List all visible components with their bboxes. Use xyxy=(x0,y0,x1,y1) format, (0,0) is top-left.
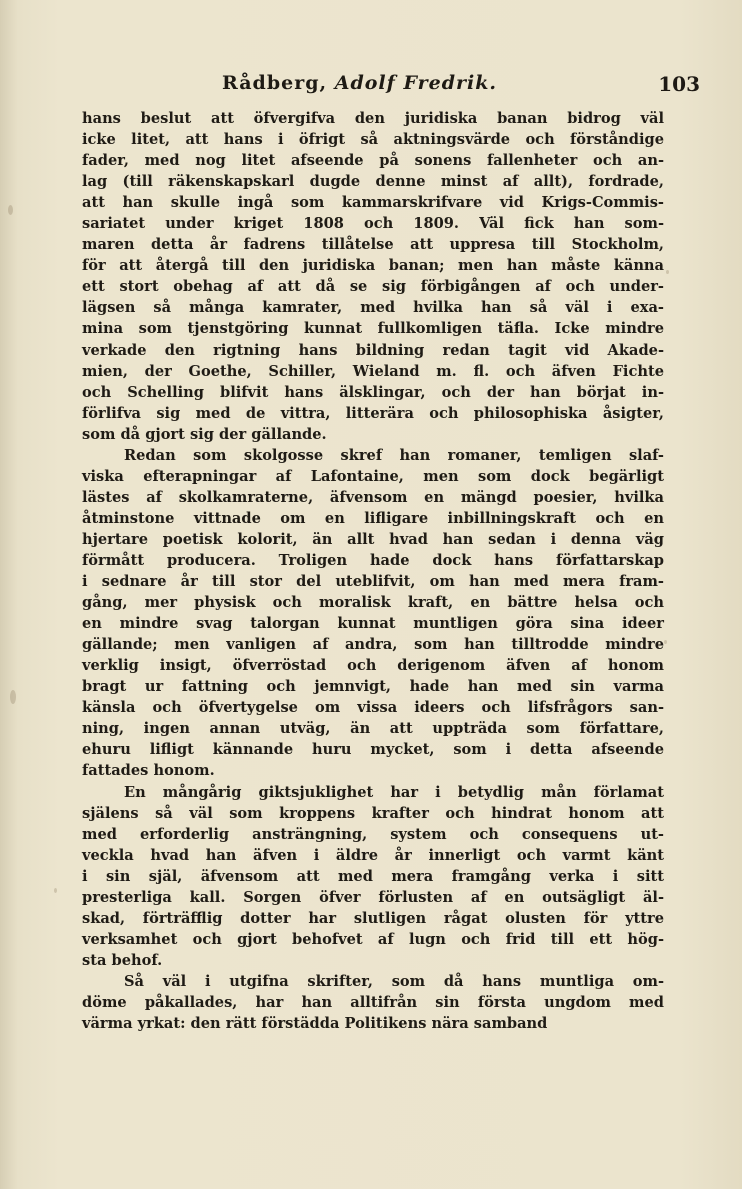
text-line: ett stort obehag af att då se sig förbigången af och under- xyxy=(82,278,664,296)
paragraph xyxy=(82,445,664,782)
paragraph xyxy=(82,971,664,1034)
text-line: hjertare poetisk kolorit, än allt hvad han sedan i denna väg xyxy=(82,530,664,548)
paper-stain xyxy=(666,270,669,274)
text-line: själens så väl som kroppens krafter och hindrat honom att xyxy=(82,804,664,822)
text-line: värma yrkat: den rätt förstädda Politikens nära samband xyxy=(82,1015,548,1033)
text-line: i sednare år till stor del uteblifvit, om han med mera fram- xyxy=(82,573,664,591)
text-line: gång, mer physisk och moralisk kraft, en bättre helsa och xyxy=(82,594,664,612)
text-line: fader, med nog litet afseende på sonens fallenheter och an- xyxy=(82,152,664,170)
text-line: som då gjort sig der gällande. xyxy=(82,425,327,443)
text-line: en mindre svag talorgan kunnat muntligen göra sina ideer xyxy=(82,615,664,633)
text-line: hans beslut att öfvergifva den juridiska banan bidrog väl xyxy=(82,110,664,127)
text-line: åtminstone vittnade om en lifligare inbillningskraft och en xyxy=(82,509,664,527)
running-head xyxy=(222,72,497,94)
paragraph xyxy=(82,782,664,971)
text-line: lag (till räkenskapskarl dugde denne minst af allt), fordrade, xyxy=(82,173,664,191)
text-line: förmått producera. Troligen hade dock hans författarskap xyxy=(82,551,664,569)
paper-stain xyxy=(8,205,13,215)
text-line: verkade den rigtning hans bildning redan tagit vid Akade- xyxy=(82,341,664,359)
text-line: Så väl i utgifna skrifter, som då hans muntliga om- xyxy=(124,972,664,990)
text-line: maren detta år fadrens tillåtelse att uppresa till Stockholm, xyxy=(82,236,664,254)
text-line: mien, der Goethe, Schiller, Wieland m. fl. och äfven Fichte xyxy=(82,362,664,380)
text-line: verksamhet och gjort behofvet af lugn och frid till ett hög- xyxy=(82,930,664,948)
paper-stain xyxy=(10,690,16,704)
text-line: känsla och öfvertygelse om vissa ideers och lifsfrågors san- xyxy=(82,699,664,717)
text-line: skad, förträfflig dotter har slutligen rågat olusten för yttre xyxy=(82,909,664,927)
text-line: för att återgå till den juridiska banan; men han måste känna xyxy=(82,257,664,275)
text-line: och Schelling blifvit hans älsklingar, och der han börjat in- xyxy=(82,383,664,401)
text-line: gällande; men vanligen af andra, som han tilltrodde mindre xyxy=(82,636,664,654)
text-line: sta behof. xyxy=(82,951,163,969)
text-line: ehuru lifligt kännande huru mycket, som i detta afseende xyxy=(82,741,664,759)
text-line: i sin själ, äfvensom att med mera framgång verka i sitt xyxy=(82,867,664,885)
text-line: viska efterapningar af Lafontaine, men som dock begärligt xyxy=(82,467,664,485)
paper-stain xyxy=(54,888,57,893)
text-line: bragt ur fattning och jemnvigt, hade han med sin varma xyxy=(82,678,664,696)
text-line: förlifva sig med de vittra, litterära och philosophiska åsigter, xyxy=(82,404,664,422)
text-line: lägsen så många kamrater, med hvilka han så väl i exa- xyxy=(82,299,664,317)
page-header xyxy=(0,72,742,102)
text-line: döme påkallades, har han alltifrån sin första ungdom med xyxy=(82,993,664,1011)
text-line: sariatet under kriget 1808 och 1809. Väl fick han som- xyxy=(82,215,664,233)
text-line: verklig insigt, öfverröstad och derigenom äfven af honom xyxy=(82,657,664,675)
page-number: 103 xyxy=(658,72,700,96)
text-line: med erforderlig ansträngning, system och consequens ut- xyxy=(82,825,664,843)
running-head-author: Adolf Fredrik. xyxy=(334,72,497,94)
text-line: icke litet, att hans i öfrigt så aktningsvärde och förståndige xyxy=(82,131,664,149)
text-line: En mångårig giktsjuklighet har i betydlig mån förlamat xyxy=(124,783,664,801)
text-line: att han skulle ingå som kammarskrifvare vid Krigs-Commis- xyxy=(82,194,664,212)
paper-stain xyxy=(664,640,667,644)
text-line: Redan som skolgosse skref han romaner, temligen slaf- xyxy=(124,446,664,464)
text-line: ning, ingen annan utväg, än att uppträda som författare, xyxy=(82,720,664,738)
running-head-name: Rådberg, xyxy=(222,72,328,94)
paragraph xyxy=(82,108,664,445)
text-line: presterliga kall. Sorgen öfver förlusten af en outsägligt äl- xyxy=(82,888,664,906)
text-line: mina som tjenstgöring kunnat fullkomligen täfla. Icke mindre xyxy=(82,320,664,338)
text-line: veckla hvad han äfven i äldre år innerligt och varmt känt xyxy=(82,846,664,864)
body-text xyxy=(82,108,664,1034)
text-line: fattades honom. xyxy=(82,762,215,780)
text-line: lästes af skolkamraterne, äfvensom en mängd poesier, hvilka xyxy=(82,488,664,506)
